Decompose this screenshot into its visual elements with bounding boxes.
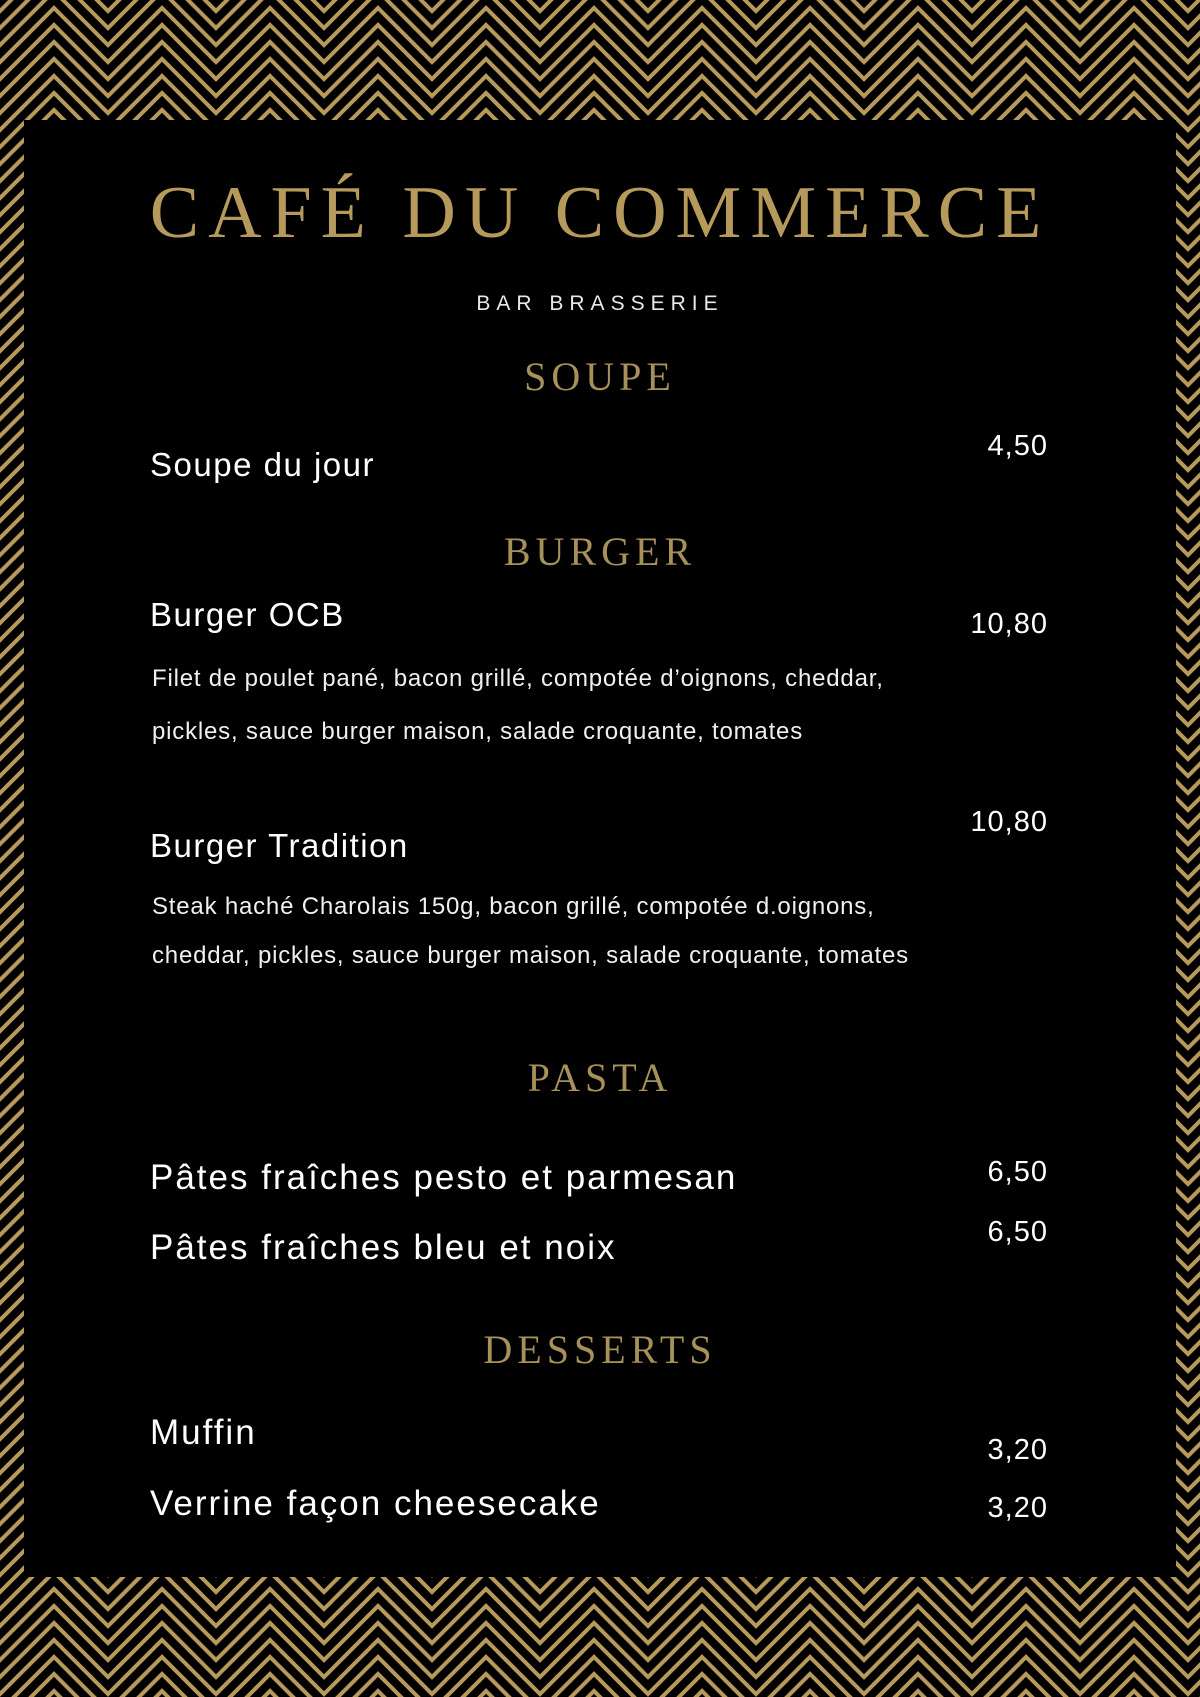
- section-title-soupe: SOUPE: [524, 354, 676, 399]
- section-title-burger: BURGER: [503, 529, 697, 574]
- item-price-verrine: 3,20: [987, 1492, 1048, 1524]
- item-price-pates-pesto: 6,50: [987, 1156, 1048, 1188]
- item-name-verrine: Verrine façon cheesecake: [150, 1484, 601, 1523]
- item-name-soupe-du-jour: Soupe du jour: [150, 446, 375, 483]
- item-price-muffin: 3,20: [987, 1434, 1048, 1466]
- item-price-burger-tradition: 10,80: [970, 806, 1048, 838]
- item-name-muffin: Muffin: [150, 1413, 257, 1452]
- item-name-pates-pesto: Pâtes fraîches pesto et parmesan: [150, 1158, 738, 1197]
- restaurant-subtitle: BAR BRASSERIE: [476, 292, 724, 315]
- item-name-pates-bleu: Pâtes fraîches bleu et noix: [150, 1228, 617, 1267]
- item-price-soupe-du-jour: 4,50: [987, 430, 1048, 462]
- item-description-burger-ocb: Filet de poulet pané, bacon grillé, compotée d’oignons, cheddar, pickles, sauce burger maison, salade croquante, tomates: [152, 665, 884, 745]
- item-description-burger-tradition: Steak haché Charolais 150g, bacon grillé, compotée d.oignons, cheddar, pickles, sauce burger maison, salade croquante, tomates: [152, 893, 909, 969]
- item-price-pates-bleu: 6,50: [987, 1216, 1048, 1248]
- item-price-burger-ocb: 10,80: [970, 608, 1048, 640]
- restaurant-title: CAFÉ DU COMMERCE: [149, 172, 1051, 254]
- section-title-desserts: DESSERTS: [483, 1327, 717, 1372]
- section-title-pasta: PASTA: [527, 1055, 673, 1100]
- item-name-burger-ocb: Burger OCB: [150, 596, 345, 633]
- item-name-burger-tradition: Burger Tradition: [150, 827, 409, 864]
